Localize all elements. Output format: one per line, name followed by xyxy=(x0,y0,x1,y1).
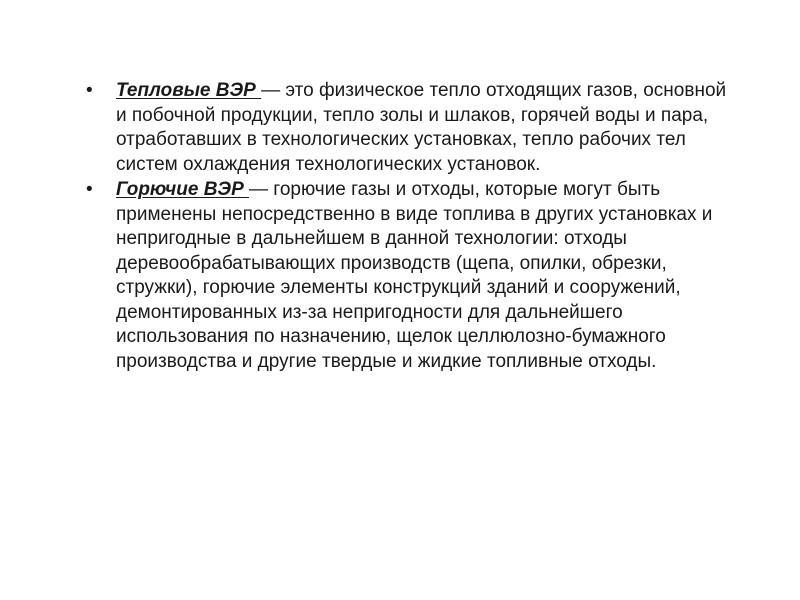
definition-combustible-ver: — горючие газы и отходы, которые могут быть применены непосредственно в виде топлива в других установках и непригодные в дальнейшем в данной технологии: отходы деревообрабатывающих производств (щепа, опилки, обрезки, стружки), горючие элементы конструкций зданий и сооружений, демонтированных из-за непригодности для дальнейшего использования по назначению, щелок целлюлозно-бумажного производства и другие твердые и жидкие топливные отходы. xyxy=(116,179,713,372)
bullet-marker: • xyxy=(86,179,93,200)
bullet-item-thermal xyxy=(86,79,728,177)
term-thermal-ver: Тепловые ВЭР xyxy=(116,80,262,101)
bullet-list xyxy=(86,79,728,374)
bullet-marker: • xyxy=(86,80,93,101)
definition-thermal-ver: — это физическое тепло отходящих газов, основной и побочной продукции, тепло золы и шлаков, горячей воды и пара, отработавших в технологических установках, тепло рабочих тел систем охлаждения технологических установок. xyxy=(116,80,727,175)
term-combustible-ver: Горючие ВЭР xyxy=(116,179,250,200)
bullet-item-combustible xyxy=(86,178,728,374)
